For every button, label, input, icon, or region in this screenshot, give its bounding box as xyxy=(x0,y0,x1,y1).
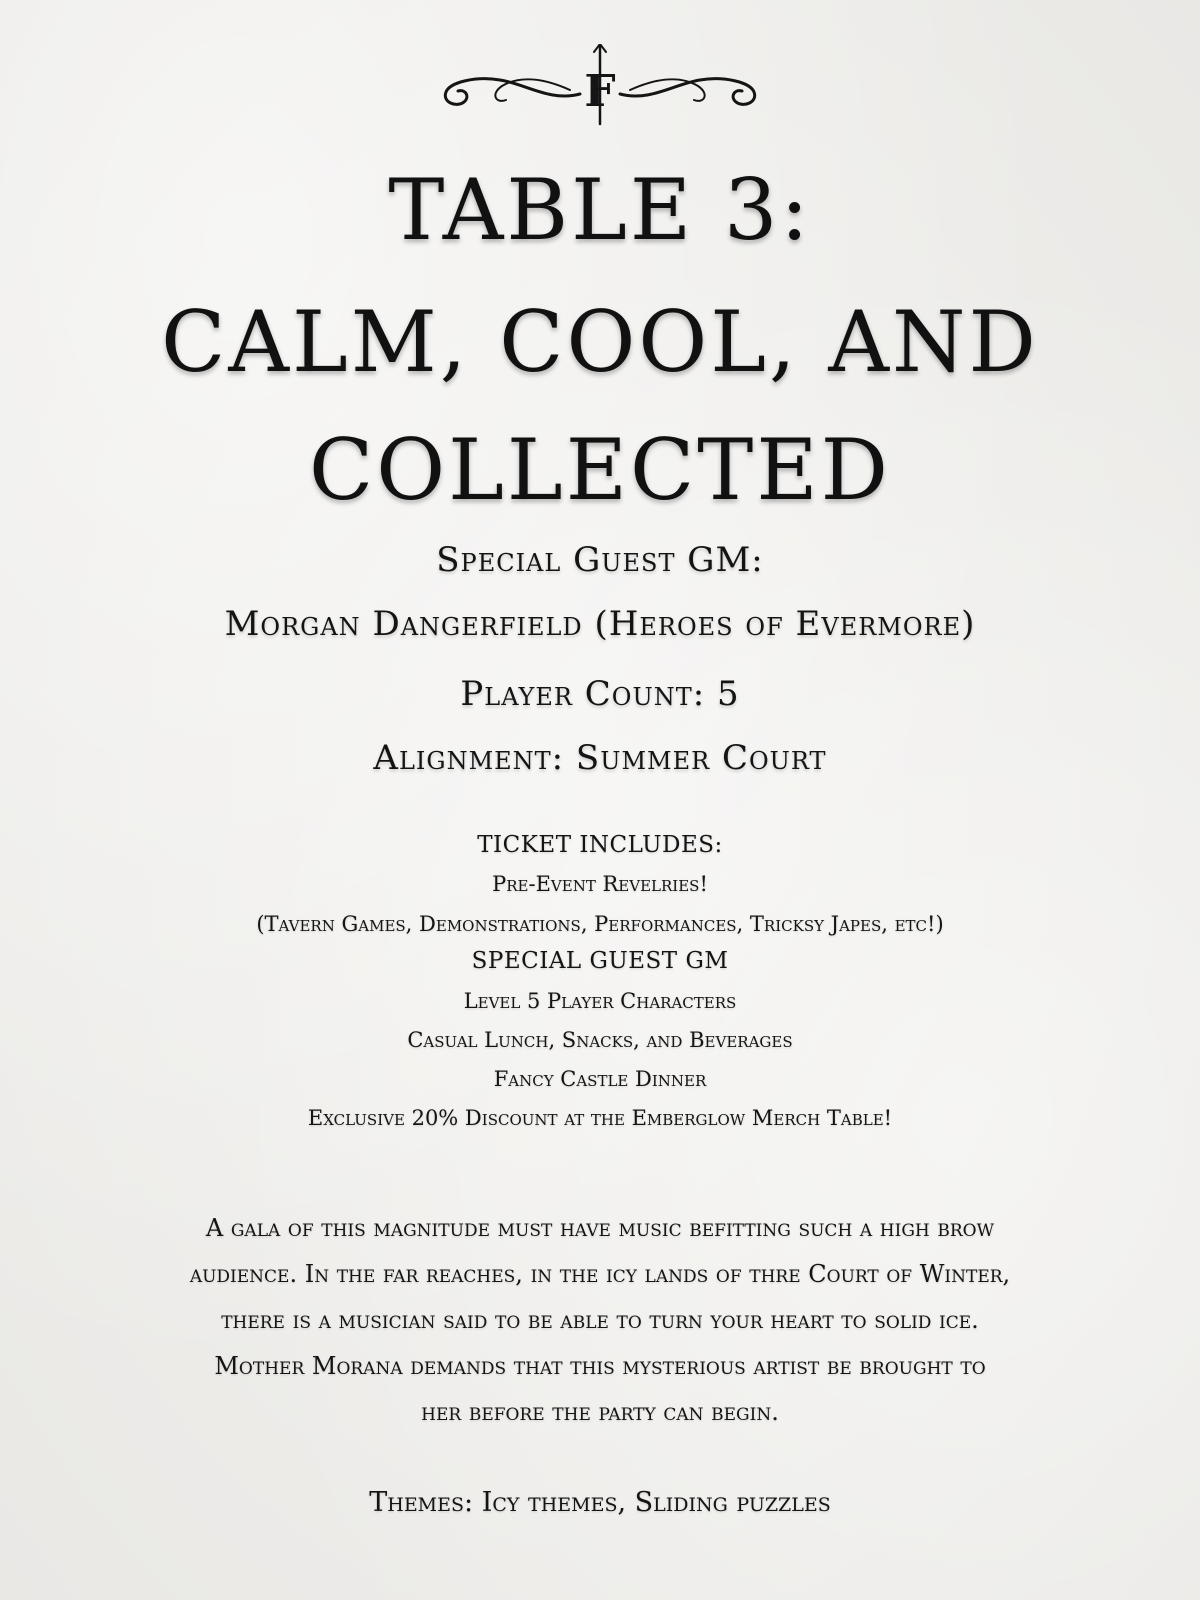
title-line-3: COLLECTED xyxy=(309,421,891,519)
ticket-item: Casual Lunch, Snacks, and Beverages xyxy=(407,1028,793,1052)
ticket-item: Pre-Event Revelries! xyxy=(492,872,708,896)
monogram-letter: F xyxy=(584,66,616,117)
ticket-heading: TICKET INCLUDES: xyxy=(477,832,723,858)
guest-gm-label: Special Guest GM: xyxy=(436,540,764,580)
title-line-2: CALM, COOL, AND xyxy=(161,293,1039,391)
description-line: there is a musician said to be able to turn your heart to solid ice. xyxy=(221,1306,979,1334)
ticket-item: (Tavern Games, Demonstrations, Performances, Tricksy Japes, etc!) xyxy=(256,912,944,936)
guest-gm-name: Morgan Dangerfield (Heroes of Evermore) xyxy=(224,604,976,644)
ticket-item: Level 5 Player Characters xyxy=(463,989,737,1013)
description-line: Mother Morana demands that this mysterious artist be brought to xyxy=(214,1352,986,1380)
ticket-item: Exclusive 20% Discount at the Emberglow Merch Table! xyxy=(307,1106,893,1130)
description-line: A gala of this magnitude must have music befitting such a high brow xyxy=(205,1214,995,1242)
flourish-divider-icon xyxy=(430,44,770,128)
alignment: Alignment: Summer Court xyxy=(373,738,827,778)
ticket-item: Fancy Castle Dinner xyxy=(493,1067,707,1091)
ticket-item: SPECIAL GUEST GM xyxy=(471,948,729,974)
player-count: Player Count: 5 xyxy=(460,674,740,714)
description-line: audience. In the far reaches, in the icy lands of thre Court of Winter, xyxy=(189,1260,1011,1288)
themes-line: Themes: Icy themes, Sliding puzzles xyxy=(369,1487,831,1518)
description-line: her before the party can begin. xyxy=(421,1398,779,1426)
title-line-1: TABLE 3: xyxy=(388,161,812,259)
